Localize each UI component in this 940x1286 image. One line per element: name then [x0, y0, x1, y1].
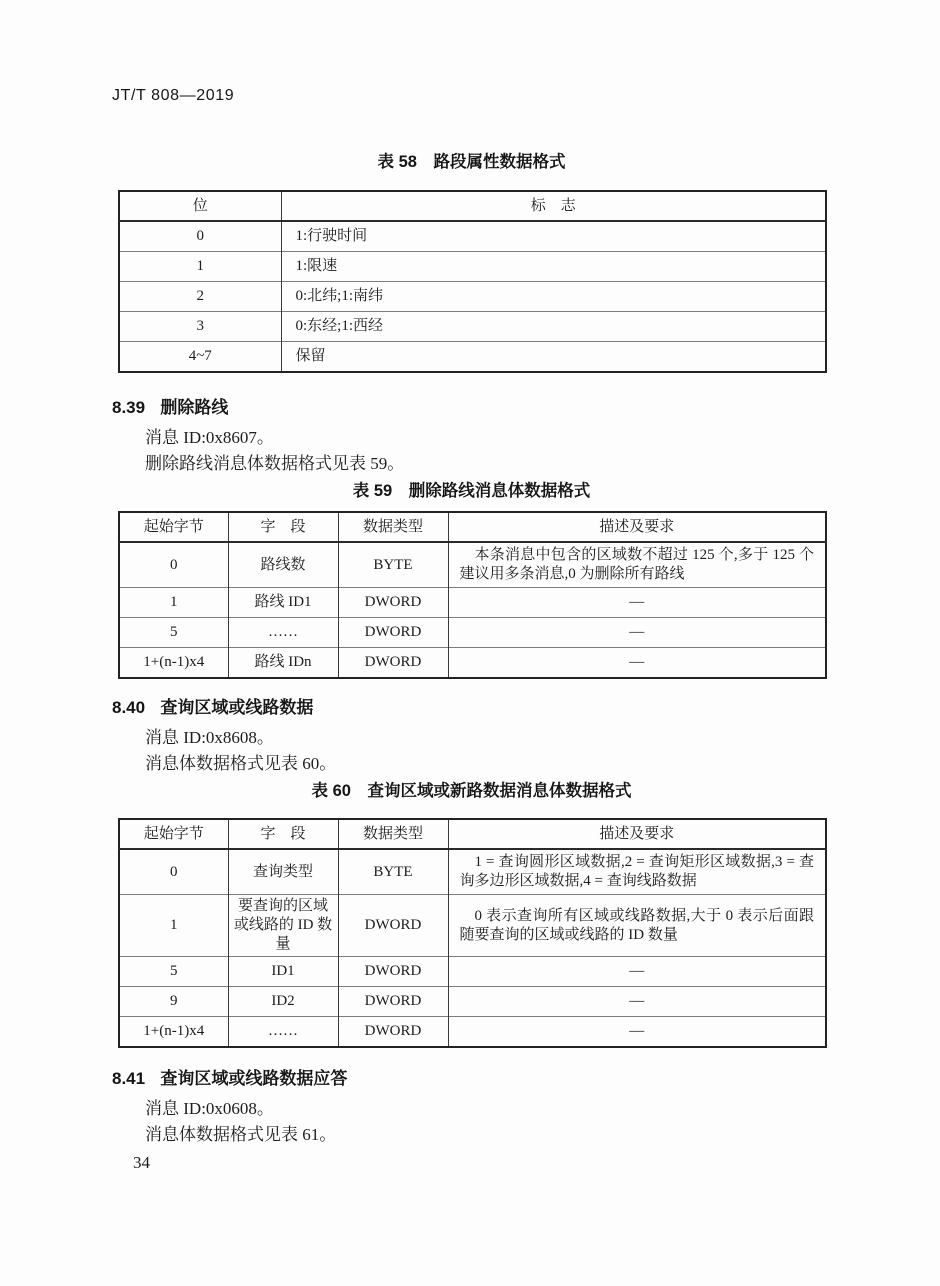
table-cell: 1:限速: [281, 252, 826, 282]
table-cell: —: [448, 618, 826, 648]
paragraph: 消息 ID:0x0608。: [145, 1099, 274, 1118]
table-caption-title: 删除路线消息体数据格式: [408, 482, 591, 500]
section-title: 查询区域或线路数据应答: [160, 1069, 348, 1088]
table-cell: 1:行驶时间: [281, 221, 826, 252]
table-60-caption: [118, 781, 825, 801]
table-cell: 1+(n-1)x4: [119, 1017, 228, 1048]
column-header: 起始字节: [119, 512, 228, 542]
table-59-caption: [118, 481, 825, 501]
table-cell: 5: [119, 618, 228, 648]
column-header: 字 段: [228, 512, 338, 542]
paragraph: 消息 ID:0x8607。: [145, 428, 274, 447]
column-header: 描述及要求: [448, 819, 826, 849]
table-cell: ……: [228, 1017, 338, 1048]
table-60: [118, 818, 827, 1048]
table-header-row: [119, 512, 826, 542]
table-58-caption: [118, 152, 825, 172]
table-header-row: [119, 819, 826, 849]
section-heading-8-40: [112, 697, 940, 719]
table-row: [119, 895, 826, 957]
table-caption-title: 路段属性数据格式: [433, 153, 566, 171]
table-cell: 5: [119, 957, 228, 987]
table-cell: DWORD: [338, 1017, 448, 1048]
table-row: [119, 542, 826, 588]
table-row: [119, 312, 826, 342]
table-cell: —: [448, 1017, 826, 1048]
table-row: [119, 1017, 826, 1048]
column-header: 标 志: [281, 191, 826, 221]
table-cell: 9: [119, 987, 228, 1017]
table-cell: 4~7: [119, 342, 281, 373]
table-row: [119, 252, 826, 282]
table-cell: DWORD: [338, 895, 448, 957]
table-cell: 路线 IDn: [228, 648, 338, 679]
table-58: [118, 190, 827, 373]
table-row: [119, 987, 826, 1017]
table-row: [119, 282, 826, 312]
table-cell: 路线 ID1: [228, 588, 338, 618]
section-number: 8.39: [112, 398, 146, 417]
table-row: [119, 648, 826, 679]
table-cell: 1 = 查询圆形区域数据,2 = 查询矩形区域数据,3 = 查询多边形区域数据,4 = 查询线路数据: [448, 849, 826, 895]
table-cell: DWORD: [338, 987, 448, 1017]
table-caption-label: 表 60: [311, 782, 351, 800]
table-cell: 0: [119, 849, 228, 895]
table-row: [119, 342, 826, 373]
table-cell: 本条消息中包含的区域数不超过 125 个,多于 125 个建议用多条消息,0 为删除所有路线: [448, 542, 826, 588]
section-title: 查询区域或线路数据: [160, 698, 314, 717]
table-cell: ……: [228, 618, 338, 648]
page-number: 34: [133, 1153, 150, 1172]
document-page: [0, 86, 940, 1286]
table-cell: —: [448, 957, 826, 987]
table-cell: 0: [119, 542, 228, 588]
column-header: 位: [119, 191, 281, 221]
table-caption-label: 表 58: [377, 153, 417, 171]
section-number: 8.41: [112, 1069, 146, 1088]
table-cell: —: [448, 648, 826, 679]
table-cell: 保留: [281, 342, 826, 373]
column-header: 数据类型: [338, 819, 448, 849]
table-cell: DWORD: [338, 648, 448, 679]
table-cell: 1: [119, 588, 228, 618]
paragraph: 删除路线消息体数据格式见表 59。: [145, 454, 405, 473]
column-header: 字 段: [228, 819, 338, 849]
column-header: 描述及要求: [448, 512, 826, 542]
table-cell: 0:北纬;1:南纬: [281, 282, 826, 312]
table-cell: 2: [119, 282, 281, 312]
paragraph: 消息体数据格式见表 60。: [145, 754, 337, 773]
table-cell: 1: [119, 252, 281, 282]
section-heading-8-39: [112, 397, 940, 419]
section-title: 删除路线: [160, 398, 229, 417]
document-code-header: JT/T 808—2019: [112, 87, 235, 104]
table-cell: 查询类型: [228, 849, 338, 895]
table-row: [119, 618, 826, 648]
table-caption-label: 表 59: [352, 482, 393, 500]
table-cell: 要查询的区域或线路的 ID 数量: [228, 895, 338, 957]
table-cell: BYTE: [338, 849, 448, 895]
table-cell: —: [448, 588, 826, 618]
section-number: 8.40: [112, 698, 146, 717]
table-59: [118, 511, 827, 679]
column-header: 起始字节: [119, 819, 228, 849]
table-cell: 1+(n-1)x4: [119, 648, 228, 679]
table-row: [119, 957, 826, 987]
table-cell: 3: [119, 312, 281, 342]
table-caption-title: 查询区域或新路数据消息体数据格式: [367, 782, 632, 800]
column-header: 数据类型: [338, 512, 448, 542]
table-cell: ID1: [228, 957, 338, 987]
section-heading-8-41: [112, 1068, 940, 1090]
paragraph: 消息体数据格式见表 61。: [145, 1125, 337, 1144]
table-cell: BYTE: [338, 542, 448, 588]
table-row: [119, 849, 826, 895]
table-cell: 0: [119, 221, 281, 252]
table-row: [119, 588, 826, 618]
table-cell: DWORD: [338, 957, 448, 987]
table-cell: —: [448, 987, 826, 1017]
table-cell: DWORD: [338, 588, 448, 618]
table-row: [119, 221, 826, 252]
table-cell: 1: [119, 895, 228, 957]
paragraph: 消息 ID:0x8608。: [145, 728, 274, 747]
table-cell: 路线数: [228, 542, 338, 588]
table-header-row: [119, 191, 826, 221]
table-cell: 0 表示查询所有区域或线路数据,大于 0 表示后面跟随要查询的区域或线路的 ID 数量: [448, 895, 826, 957]
table-cell: ID2: [228, 987, 338, 1017]
table-cell: DWORD: [338, 618, 448, 648]
table-cell: 0:东经;1:西经: [281, 312, 826, 342]
